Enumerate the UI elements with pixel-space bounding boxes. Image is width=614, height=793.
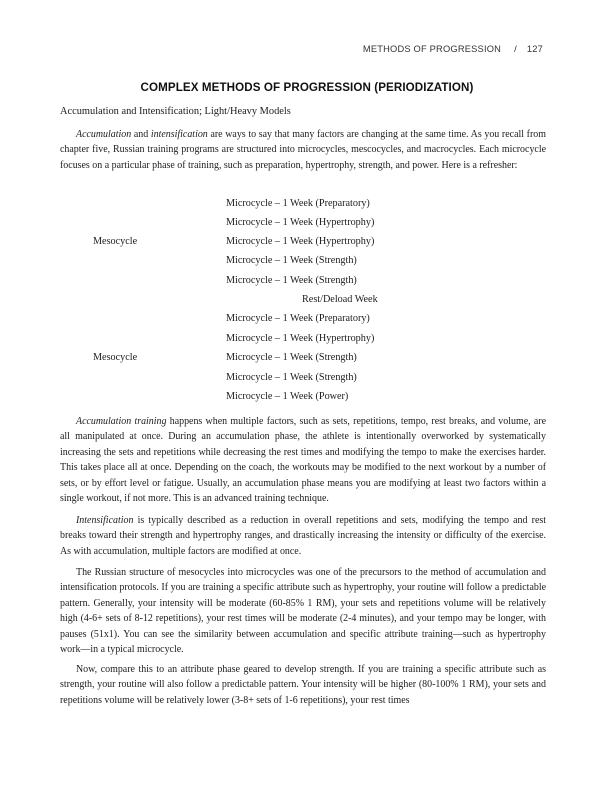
schedule-row: Microcycle – 1 Week (Strength) [226,255,357,266]
schedule-row: Microcycle – 1 Week (Hypertrophy) [226,236,375,247]
intensification-text: is typically described as a reduction in overall repetitions and sets, modifying the tempo and rest breaks toward their strength and hypertrophy ranges, and drastically increasing the intensity or difficulty of the exercise. As with accumulation, multiple factors are modified at once. [60,515,546,557]
intensification-paragraph [60,513,546,559]
schedule-row: Microcycle – 1 Week (Strength) [226,275,357,286]
subheading: Accumulation and Intensification; Light/Heavy Models [60,106,291,117]
accumulation-text: happens when multiple factors, such as sets, repetitions, tempo, rest breaks, and volume, are all manipulated at once. During an accumulation phase, the athlete is intentionally overworked by systematically increasing the sets and repetitions while decreasing the rest times and modifying the tempo to make the exercises harder. This takes place all at once. Depending on the coach, the workouts may be modified to the next workout by a number of sets, or by effort level or fatigue. Usually, an accumulation phase means you are modifying at least two factors within a single workout, if not more. This is an advanced training technique. [60,416,546,505]
term-intensification-def: Intensification [76,515,134,526]
intro-text: are ways to say that many factors are changing at the same time. As you recall from chapter five, Russian training programs are structured into microcycles, mescocycles, and macrocycles. Each microcycle focuses on a particular phase of training, such as preparation, hypertrophy, strength, and power. Here is a refresher: [60,129,546,171]
running-head [363,44,543,54]
russian-structure-paragraph: The Russian structure of mesocycles into microcycles was one of the precursors to the method of accumulation and intensification protocols. If you are training a specific attribute such as hypertrophy, your routine will follow a predictable pattern. Generally, your intensity will be moderate (60-85% 1 RM), your sets and repetitions volume will be relatively high (4-6+ sets of 8-12 repetitions), your rest times will be moderate (2-4 minutes), and your tempo may be longer, with pauses (51x1). You can see the similarity between accumulation and specific attribute training—such as hypertrophy work—in a typical microcycle. [60,567,546,656]
intro-and: and [131,129,151,140]
schedule-row: Microcycle – 1 Week (Strength) [226,352,357,363]
section-title: COMPLEX METHODS OF PROGRESSION (PERIODIZATION) [140,81,474,94]
accumulation-paragraph [60,414,546,506]
running-head-section: METHODS OF PROGRESSION [362,44,502,54]
term-intensification: intensification [150,129,208,140]
page-number: 127 [526,44,543,54]
intro-paragraph [60,127,546,173]
schedule-row: Microcycle – 1 Week (Hypertrophy) [226,217,375,228]
term-accumulation-training: Accumulation training [76,416,167,427]
mesocycle-label: Mesocycle [93,352,138,363]
term-accumulation: Accumulation [76,129,132,140]
running-head-separator: / [514,44,517,54]
rest-deload-row: Rest/Deload Week [302,294,378,305]
mesocycle-label: Mesocycle [93,236,138,247]
schedule-row: Microcycle – 1 Week (Hypertrophy) [226,333,375,344]
schedule-row: Microcycle – 1 Week (Preparatory) [226,198,370,209]
schedule-row: Microcycle – 1 Week (Strength) [226,372,357,383]
strength-paragraph: Now, compare this to an attribute phase geared to develop strength. If you are training a specific attribute such as strength, your routine will also follow a predictable pattern. Your intensity will be higher (80-100% 1 RM), your sets and repetitions volume will be relatively lower (3-8+ sets of 1-6 repetitions), your rest times [60,664,546,706]
schedule-row: Microcycle – 1 Week (Power) [226,391,349,402]
schedule-row: Microcycle – 1 Week (Preparatory) [226,313,370,324]
